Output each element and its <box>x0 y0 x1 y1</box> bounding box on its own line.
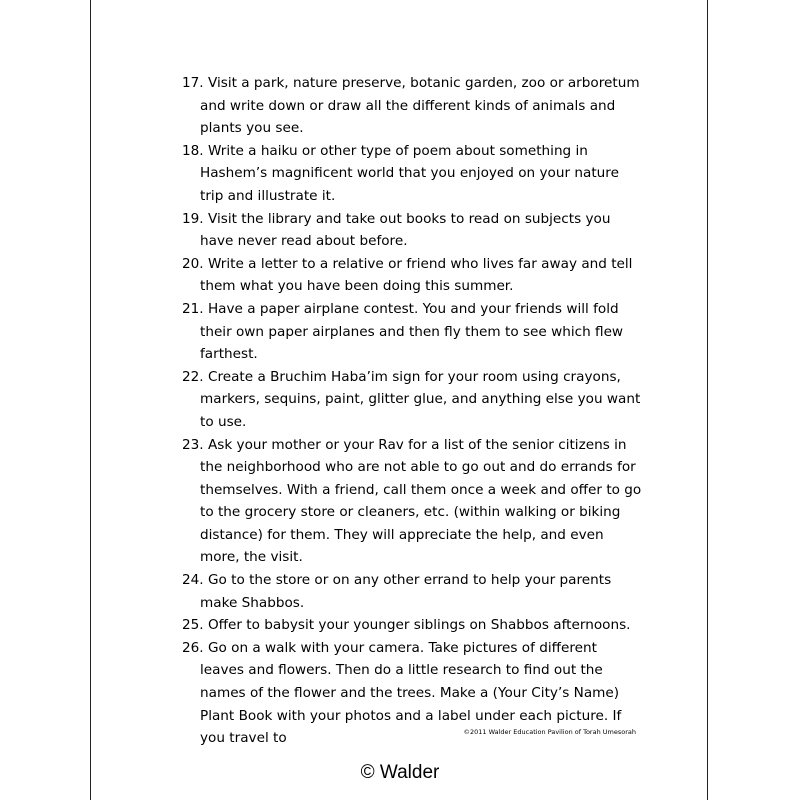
item-text: Write a letter to a relative or friend who lives far away and tell them what you have been doing this summer. <box>200 255 633 295</box>
activity-list <box>182 72 642 750</box>
item-text: Ask your mother or your Rav for a list of the senior citizens in the neighborhood who are not able to go out and do errands for themselves. With a friend, call them once a week and offer to go to the grocery store or cleaners, etc. (within walking or biking distance) for them. They will appreciate the help, and even more, the visit. <box>200 436 642 566</box>
footer-credit: © Walder <box>360 762 440 783</box>
item-number: 21. <box>182 300 204 317</box>
list-item <box>182 140 642 208</box>
item-number: 22. <box>182 368 204 385</box>
list-item <box>182 208 642 253</box>
list-item <box>182 366 642 434</box>
list-item <box>182 253 642 298</box>
item-text: Offer to babysit your younger siblings on Shabbos afternoons. <box>207 617 631 634</box>
item-text: Create a Bruchim Haba’im sign for your room using crayons, markers, sequins, paint, glitter glue, and anything else you want to use. <box>200 368 641 430</box>
item-number: 17. <box>182 75 204 91</box>
item-number: 23. <box>182 436 204 453</box>
item-text: Have a paper airplane contest. You and your friends will fold their own paper airplanes and then fly them to see which flew farthest. <box>200 300 624 363</box>
list-item <box>182 569 642 614</box>
item-number: 18. <box>182 142 204 159</box>
list-item <box>182 434 642 570</box>
list-item <box>182 72 642 140</box>
item-number: 24. <box>182 572 204 589</box>
item-number: 19. <box>182 210 204 227</box>
copyright-line: ©2011 Walder Education Pavilion of Torah Umesorah <box>463 728 636 736</box>
item-number: 26. <box>182 639 204 656</box>
item-text: Visit a park, nature preserve, botanic garden, zoo or arboretum and write down or draw all the different kinds of animals and plants you see. <box>200 75 640 137</box>
list-item <box>182 614 642 637</box>
item-text: Write a haiku or other type of poem about something in Hashem’s magnificent world that you enjoyed on your nature trip and illustrate it. <box>200 142 619 204</box>
item-number: 25. <box>182 617 204 634</box>
item-number: 20. <box>182 255 204 272</box>
item-text: Go on a walk with your camera. Take pictures of different leaves and flowers. Then do a little research to find out the names of the flower and the trees. Make a (Your City’s Name) Plant Book with your photos and a label under each picture. If you travel to <box>200 639 622 747</box>
item-text: Visit the library and take out books to read on subjects you have never read about before. <box>200 210 611 250</box>
item-text: Go to the store or on any other errand to help your parents make Shabbos. <box>200 572 612 611</box>
list-item <box>182 298 642 366</box>
